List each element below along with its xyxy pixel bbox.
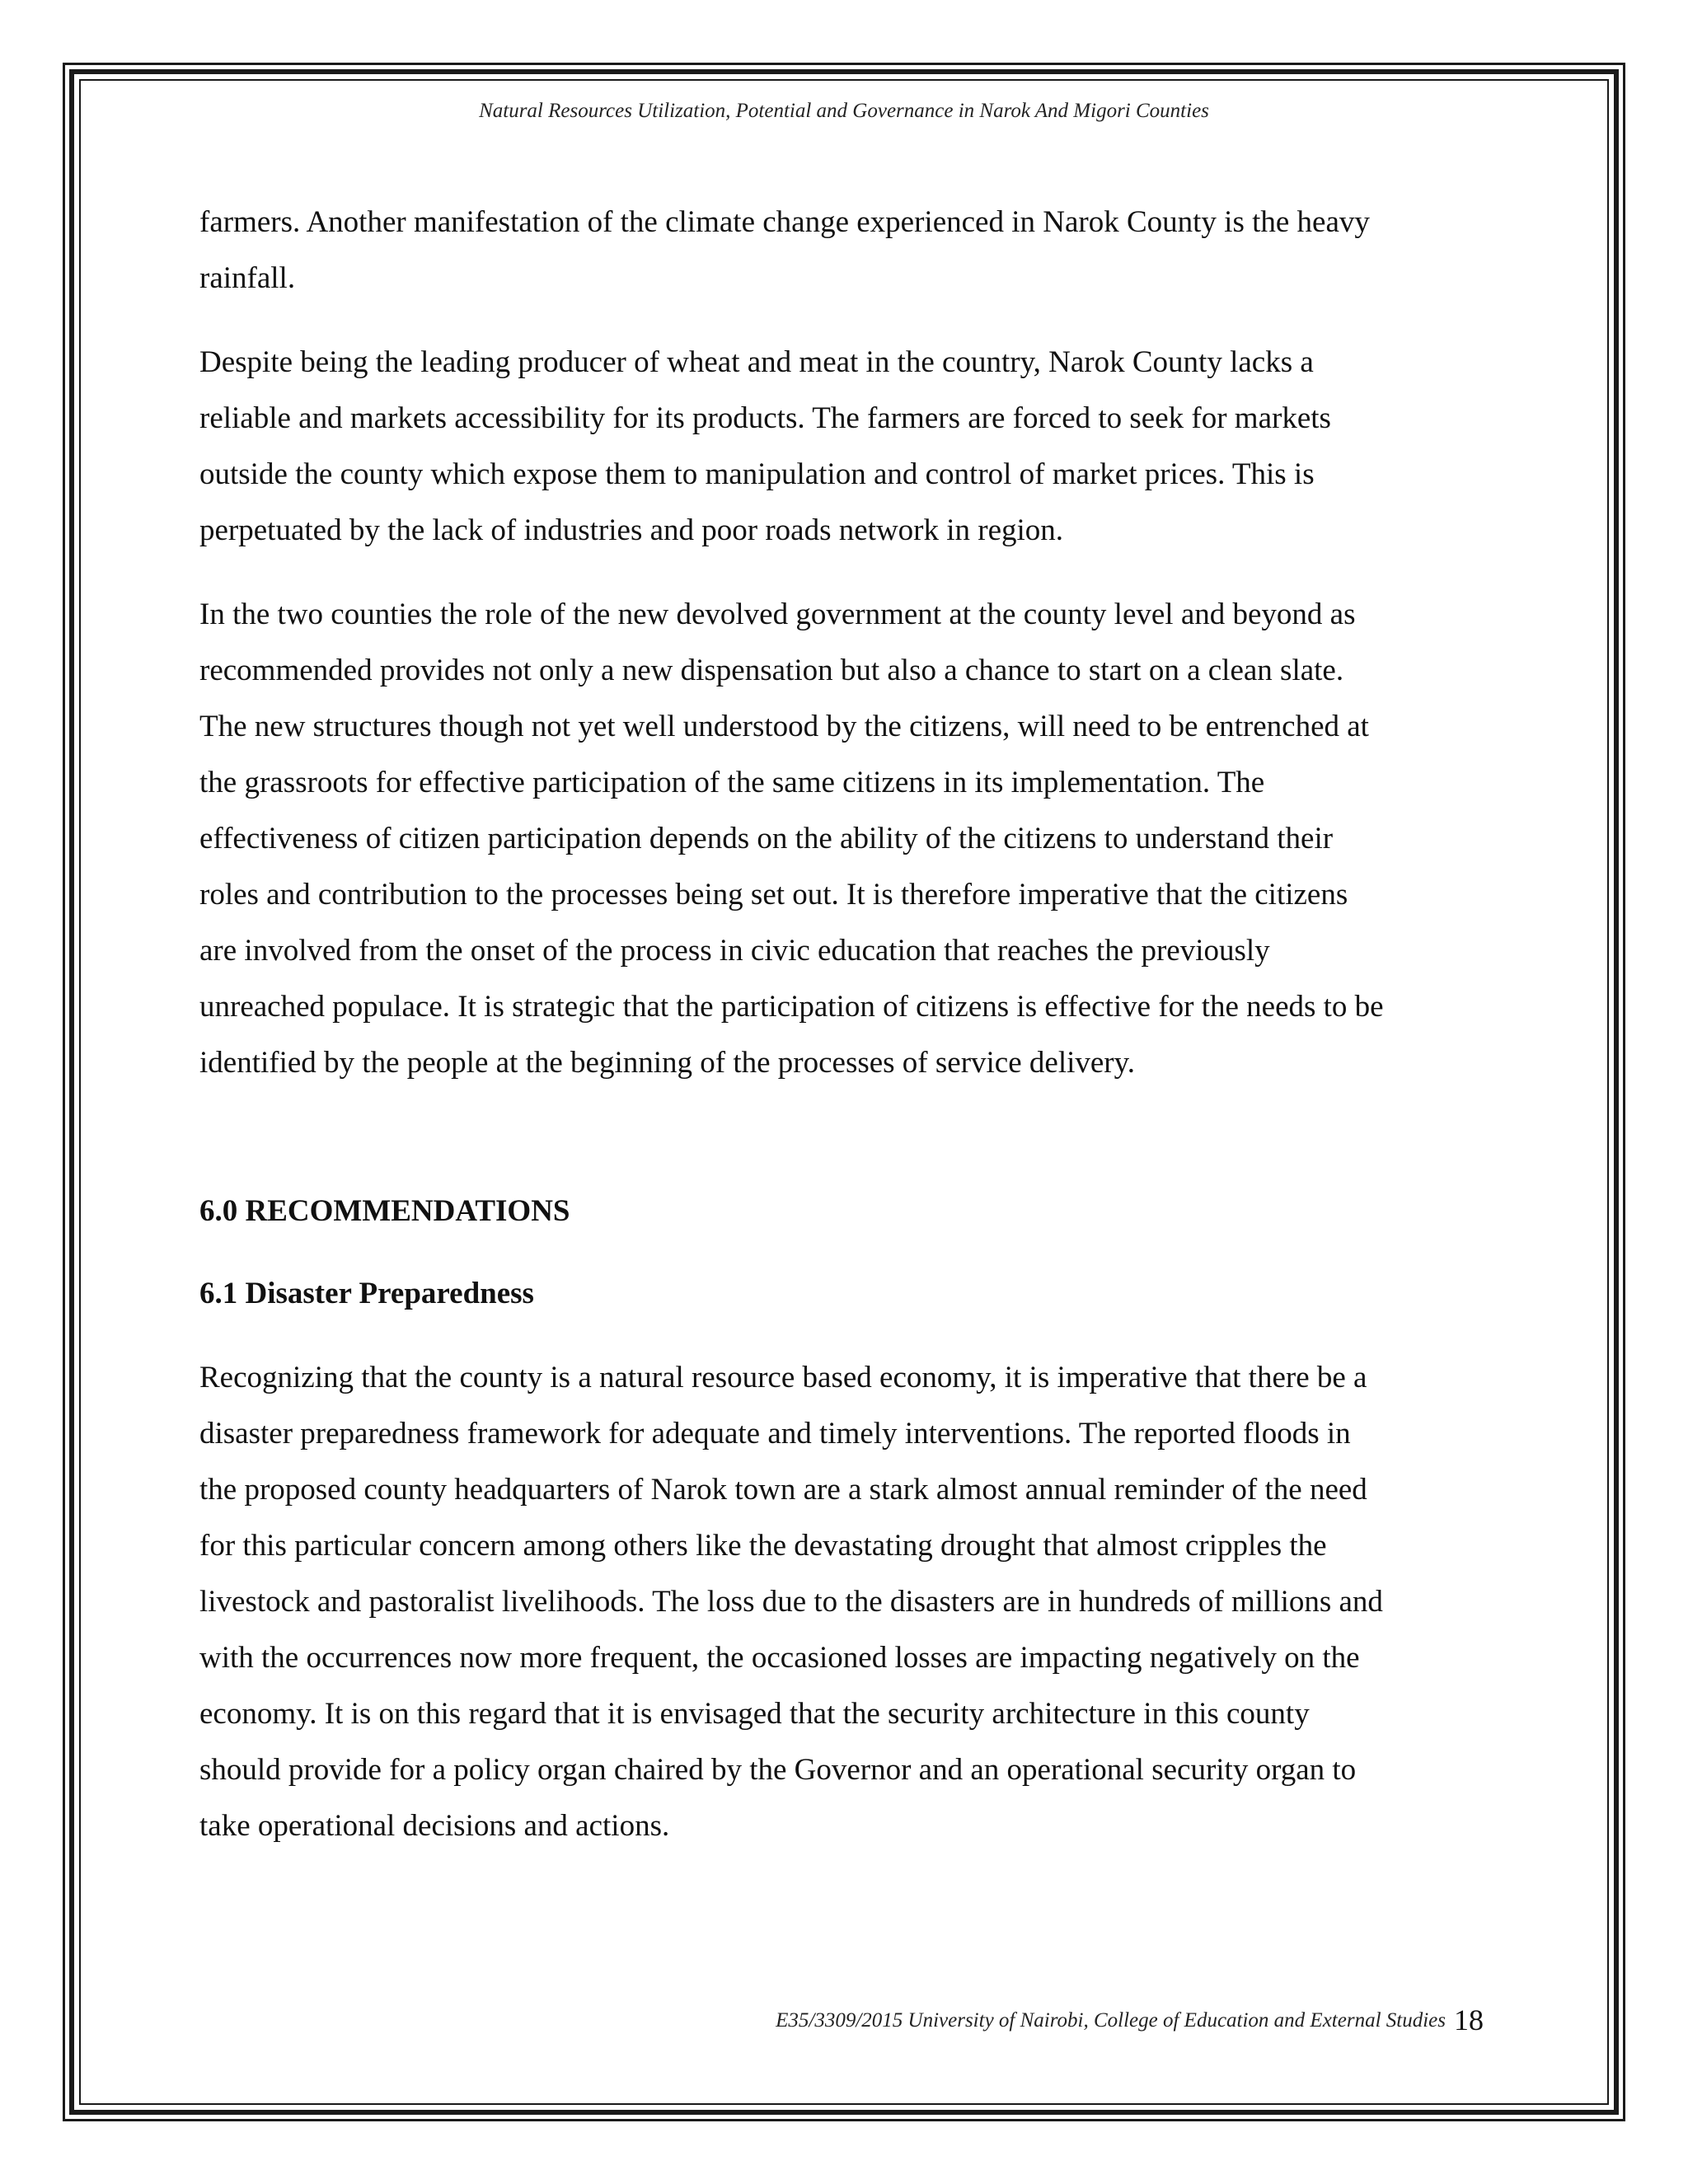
text-line: roles and contribution to the processes being set out. It is therefore imperative that the citizens bbox=[199, 878, 1348, 912]
text-line: farmers. Another manifestation of the climate change experienced in Narok County is the heavy bbox=[199, 205, 1370, 239]
text-line: disaster preparedness framework for adequate and timely interventions. The reported floods in bbox=[199, 1417, 1351, 1451]
paragraph-markets bbox=[199, 335, 1485, 559]
text-line: the grassroots for effective participation of the same citizens in its implementation. The bbox=[199, 766, 1265, 799]
text-line: take operational decisions and actions. bbox=[199, 1809, 670, 1843]
paragraph-climate-change bbox=[199, 194, 1485, 307]
text-line: In the two counties the role of the new devolved government at the county level and beyond as bbox=[199, 598, 1356, 631]
text-line: the proposed county headquarters of Narok town are a stark almost annual reminder of the need bbox=[199, 1473, 1367, 1507]
footer-text: E35/3309/2015 University of Nairobi, College of Education and External Studies bbox=[776, 2009, 1446, 2032]
text-line: identified by the people at the beginning of the processes of service delivery. bbox=[199, 1046, 1135, 1080]
text-line: for this particular concern among others like the devastating drought that almost cripples the bbox=[199, 1529, 1327, 1563]
page-body bbox=[199, 194, 1485, 1882]
paragraph-devolved-government bbox=[199, 587, 1485, 1091]
page-number: 18 bbox=[1454, 2004, 1484, 2036]
text-line: rainfall. bbox=[199, 261, 296, 295]
text-line: perpetuated by the lack of industries and poor roads network in region. bbox=[199, 513, 1064, 547]
text-line: unreached populace. It is strategic that the participation of citizens is effective for the needs to be bbox=[199, 990, 1384, 1024]
subsection-heading: 6.1 Disaster Preparedness bbox=[199, 1277, 534, 1310]
text-line: are involved from the onset of the process in civic education that reaches the previously bbox=[199, 934, 1270, 968]
text-line: with the occurrences now more frequent, the occasioned losses are impacting negatively on the bbox=[199, 1641, 1360, 1675]
section-heading: 6.0 RECOMMENDATIONS bbox=[199, 1194, 570, 1228]
text-line: Despite being the leading producer of wheat and meat in the country, Narok County lacks a bbox=[199, 345, 1314, 379]
page-footer bbox=[0, 2003, 1484, 2037]
running-header: Natural Resources Utilization, Potential and Governance in Narok And Migori Counties bbox=[479, 100, 1209, 122]
text-line: should provide for a policy organ chaired by the Governor and an operational security organ to bbox=[199, 1753, 1357, 1787]
paragraph-disaster-preparedness bbox=[199, 1350, 1485, 1854]
text-line: The new structures though not yet well understood by the citizens, will need to be entrenched at bbox=[199, 710, 1369, 743]
text-line: economy. It is on this regard that it is envisaged that the security architecture in this county bbox=[199, 1697, 1310, 1731]
text-line: recommended provides not only a new dispensation but also a chance to start on a clean slate. bbox=[199, 654, 1344, 687]
text-line: reliable and markets accessibility for its products. The farmers are forced to seek for markets bbox=[199, 401, 1331, 435]
text-line: Recognizing that the county is a natural resource based economy, it is imperative that there be a bbox=[199, 1361, 1367, 1394]
text-line: outside the county which expose them to manipulation and control of market prices. This is bbox=[199, 457, 1315, 491]
text-line: livestock and pastoralist livelihoods. The loss due to the disasters are in hundreds of millions and bbox=[199, 1585, 1383, 1619]
text-line: effectiveness of citizen participation depends on the ability of the citizens to understand their bbox=[199, 822, 1334, 855]
